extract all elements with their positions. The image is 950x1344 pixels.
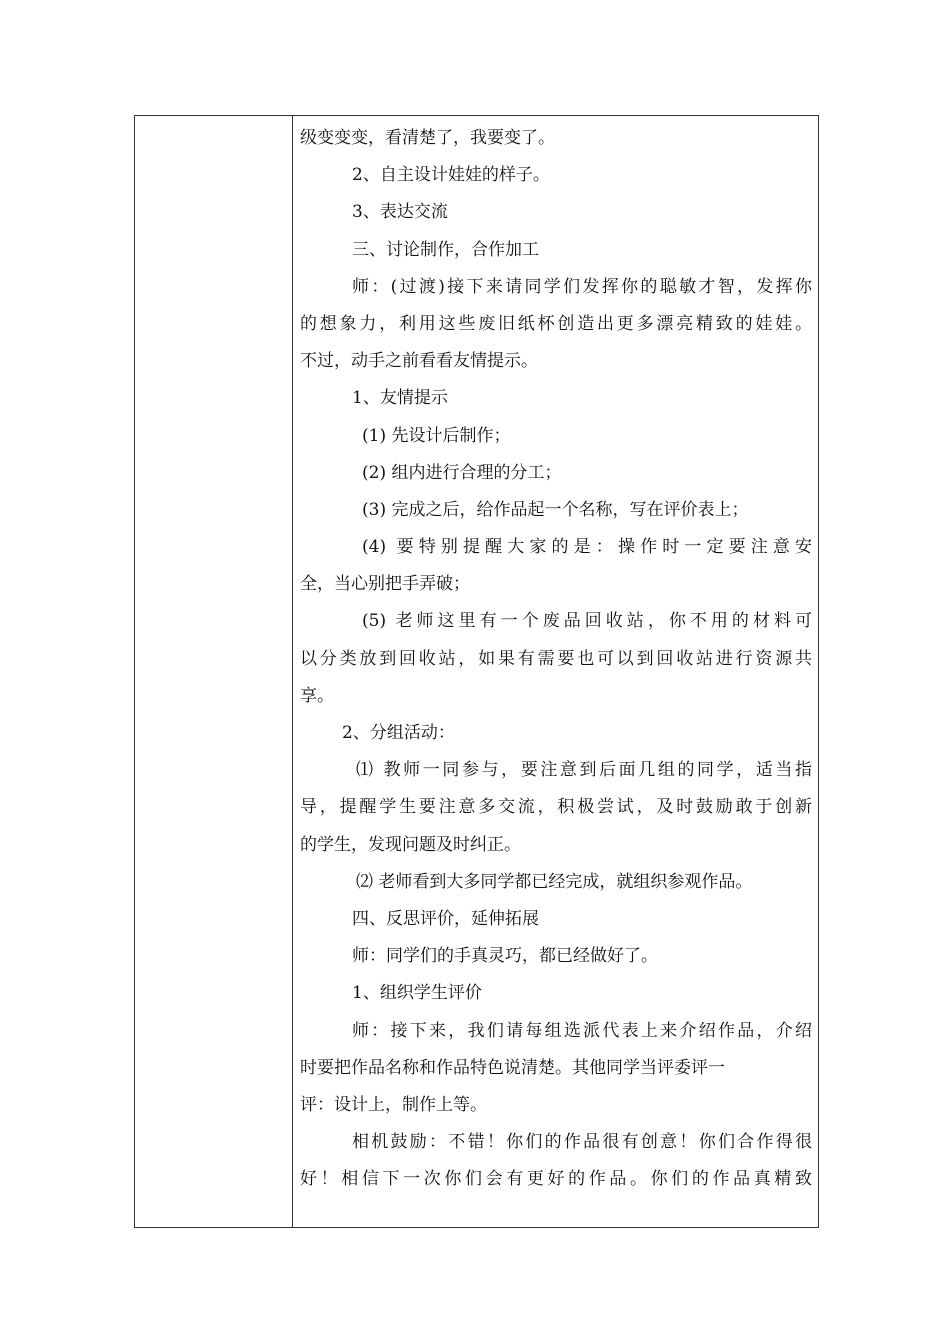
text-line: 全，当心别把手弄破；: [300, 574, 470, 595]
lesson-content-cell: [300, 120, 812, 1198]
text-line: 的想象力，利用这些废旧纸杯创造出更多漂亮精致的娃娃。: [300, 313, 812, 334]
text-line: 师：(过渡)接下来请同学们发挥你的聪敏才智，发挥你: [352, 276, 812, 297]
text-line: 不过，动手之前看看友情提示。: [300, 351, 538, 372]
text-line: 评：设计上，制作上等。: [300, 1094, 487, 1115]
text-line: (4) 要特别提醒大家的是：操作时一定要注意安: [362, 537, 812, 558]
text-line: 级变变变，看清楚了，我要变了。: [300, 128, 555, 148]
text-line: 师：同学们的手真灵巧，都已经做好了。: [352, 946, 658, 967]
text-line: 相机鼓励：不错！你们的作品很有创意！你们合作得很: [352, 1132, 812, 1153]
text-line: 师：接下来，我们请每组选派代表上来介绍作品，介绍: [352, 1020, 812, 1041]
text-line: 三、讨论制作，合作加工: [352, 239, 539, 260]
text-line: 2、自主设计娃娃的样子。: [352, 165, 550, 186]
text-line: ⑵ 老师看到大多同学都已经完成，就组织参观作品。: [356, 871, 753, 892]
text-line: ⑴ 教师一同参与，要注意到后面几组的同学，适当指: [356, 760, 812, 781]
text-line: 时要把作品名称和作品特色说清楚。其他同学当评委评一: [300, 1057, 725, 1078]
text-line: 1、组织学生评价: [352, 983, 482, 1004]
text-line: (3) 完成之后，给作品起一个名称，写在评价表上；: [362, 499, 749, 520]
text-line: 享。: [300, 685, 334, 706]
text-line: 以分类放到回收站，如果有需要也可以到回收站进行资源共: [300, 648, 812, 669]
text-line: (2) 组内进行合理的分工；: [362, 462, 562, 483]
text-line: 四、反思评价，延伸拓展: [352, 908, 539, 929]
text-line: (5) 老师这里有一个废品回收站，你不用的材料可: [362, 611, 812, 632]
column-divider: [292, 115, 293, 1228]
text-line: (1) 先设计后制作；: [362, 425, 511, 446]
text-line: 2、分组活动：: [342, 723, 455, 743]
text-line: 1、友情提示: [352, 388, 448, 409]
text-line: 的学生，发现问题及时纠正。: [300, 834, 521, 855]
text-line: 3、表达交流: [352, 202, 448, 223]
text-line: 好！相信下一次你们会有更好的作品。你们的作品真精致: [300, 1169, 812, 1190]
text-line: 导，提醒学生要注意多交流，积极尝试，及时鼓励敢于创新: [300, 797, 812, 818]
